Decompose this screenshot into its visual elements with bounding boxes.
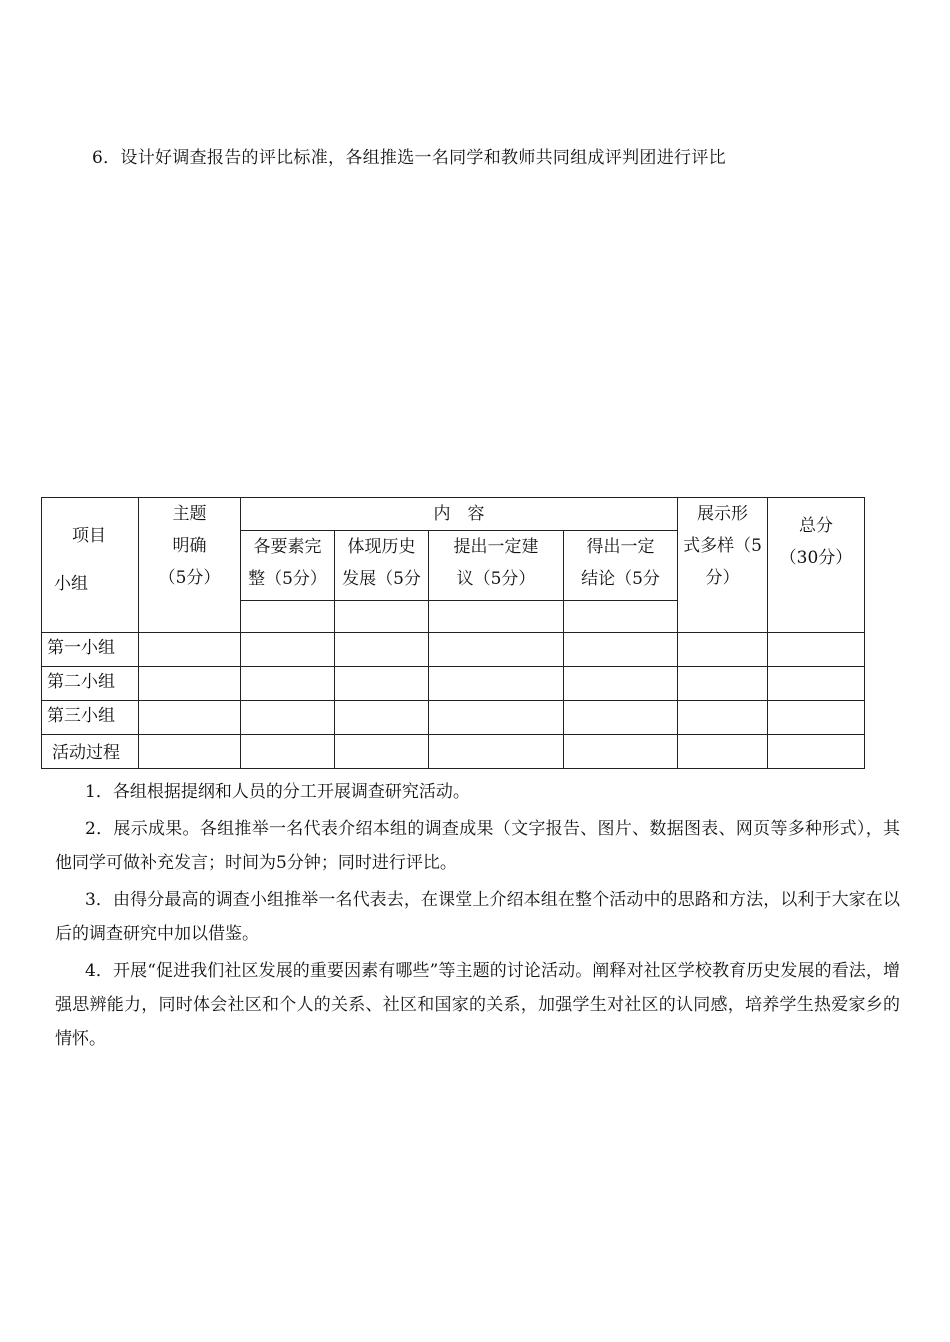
table-row [42,667,865,701]
header-group-label: 小组 [54,574,88,594]
subheader-suggestion [429,531,564,600]
score-cell [139,633,241,667]
score-cell [241,735,335,769]
score-cell [768,667,865,701]
score-cell [768,701,865,735]
header-display-line: 分） [705,568,740,588]
subheader-line: 各要素完 [253,537,322,558]
subheader-conclusion [564,531,678,600]
score-cell [335,701,429,735]
subheader-line: 发展（5分 [342,569,421,590]
score-cell [678,701,768,735]
score-cell [241,633,335,667]
subheader-line: 得出一定 [586,537,655,558]
paragraph-4: 4．开展“促进我们社区发展的重要因素有哪些”等主题的讨论活动。阐释对社区学校教育历史发展的看法，增强思辨能力，同时体会社区和个人的关系、社区和国家的关系，加强学生对社区的认同感，培养学生热爱家乡的情怀。 [55,961,900,1049]
subheader-line: 结论（5分 [581,569,660,590]
score-cell [335,735,429,769]
header-content [241,498,678,531]
score-cell [768,735,865,769]
score-cell [564,633,678,667]
row-label: 第二小组 [42,667,139,701]
header-total-line: 总分 [799,516,833,536]
subheader-line: 整（5分） [248,569,327,590]
score-cell [678,735,768,769]
row-label: 第三小组 [42,701,139,735]
score-cell [564,667,678,701]
score-cell [429,701,564,735]
header-theme-line: （5分） [158,568,221,588]
score-cell [335,600,429,633]
score-cell [429,667,564,701]
subheader-line: 体现历史 [347,537,416,558]
header-total-line: （30分） [779,548,853,568]
score-cell [429,735,564,769]
score-cell [768,633,865,667]
row-label: 第一小组 [42,633,139,667]
score-cell [429,600,564,633]
paragraph-2: 2．展示成果。各组推举一名代表介绍本组的调查成果（文字报告、图片、数据图表、网页等多种形式），其他同学可做补充发言；时间为5分钟；同时进行评比。 [55,819,900,873]
score-cell [335,633,429,667]
header-item-group-cell [42,498,139,633]
row-label: 活动过程 [42,735,139,769]
score-cell [564,600,678,633]
subheader-history [335,531,429,600]
section-heading-6: 6．设计好调查报告的评比标准，各组推选一名同学和教师共同组成评判团进行评比 [92,148,726,168]
score-cell [241,667,335,701]
evaluation-table [41,497,865,769]
score-cell [564,735,678,769]
subheader-line: 提出一定建 [453,537,539,558]
score-cell [139,735,241,769]
paragraph-1: 1．各组根据提纲和人员的分工开展调查研究活动。 [85,782,470,802]
header-display [678,498,768,633]
header-display-line: 式多样（5 [683,536,762,556]
score-cell [678,633,768,667]
score-cell [139,701,241,735]
score-cell [241,701,335,735]
header-display-line: 展示形 [697,504,748,524]
header-theme-line: 主题 [172,504,207,524]
header-theme [139,498,241,633]
score-cell [678,667,768,701]
table-row [42,633,865,667]
score-cell [429,633,564,667]
table-row [42,701,865,735]
score-cell [139,667,241,701]
table-row [42,735,865,769]
paragraph-3: 3．由得分最高的调查小组推举一名代表去，在课堂上介绍本组在整个活动中的思路和方法，以利于大家在以后的调查研究中加以借鉴。 [55,890,900,944]
score-cell [241,600,335,633]
header-theme-line: 明确 [172,536,207,556]
score-cell [335,667,429,701]
subheader-elements [241,531,335,600]
header-item-label: 项目 [72,526,106,546]
score-cell [564,701,678,735]
subheader-line: 议（5分） [456,569,536,590]
header-content-label: 内 容 [433,504,485,524]
header-total [768,498,865,633]
